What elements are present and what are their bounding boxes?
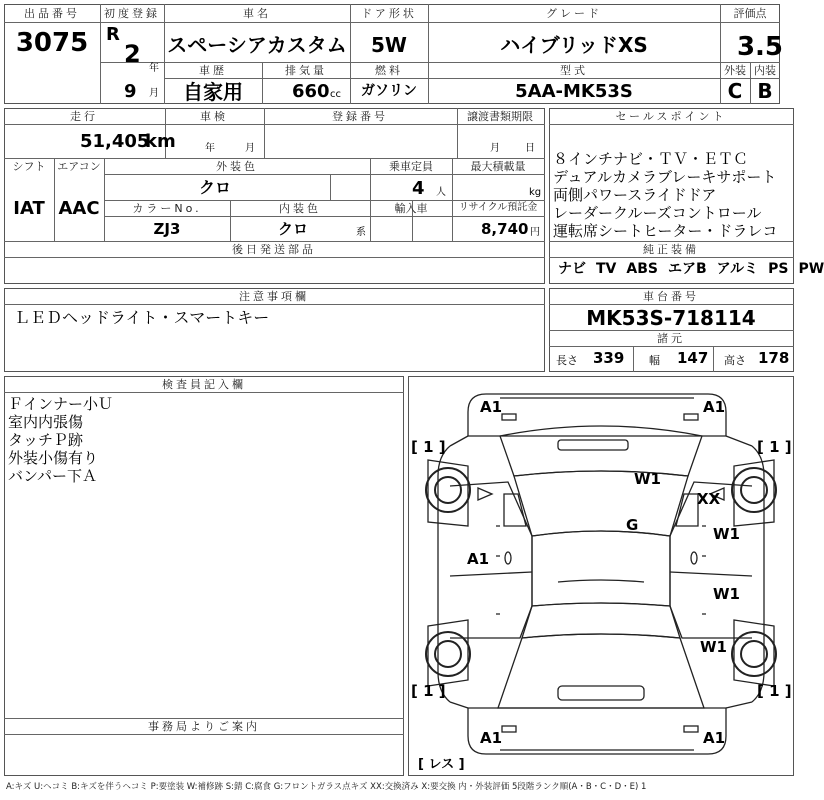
- width-label: 幅: [649, 354, 660, 367]
- mark-right-rear-door: W1: [713, 585, 740, 603]
- mark-front-right: A1: [703, 398, 726, 416]
- interior-grade-label: 内装: [754, 64, 776, 77]
- score: 3.5: [736, 32, 784, 62]
- length: 339: [593, 349, 625, 367]
- equipment-item: ナビ: [558, 261, 586, 277]
- reg-month: 9: [124, 81, 137, 102]
- inspector-note: Ｆインナー小Ｕ: [8, 395, 114, 413]
- ext-color: クロ: [198, 178, 232, 197]
- inspector-label: 検査員記入欄: [162, 378, 246, 391]
- inspection-month-unit: 月: [245, 143, 255, 154]
- chassis-no: MK53S-718114: [586, 306, 756, 330]
- height-label: 高さ: [724, 354, 746, 367]
- transfer-day-unit: 日: [525, 143, 535, 154]
- shift-label: シフト: [12, 160, 46, 173]
- recycle-unit: 円: [530, 227, 540, 238]
- displacement-unit: cc: [330, 89, 341, 100]
- color-no-label: カラーNo.: [132, 202, 202, 215]
- equipment-item: アルミ: [716, 261, 759, 277]
- inspection-year-unit: 年: [205, 143, 215, 154]
- max-load-label: 最大積載量: [470, 160, 526, 173]
- displacement-label: 排気量: [285, 64, 327, 77]
- specs-label: 諸元: [657, 332, 685, 345]
- mark-roof-edge: XX: [697, 490, 721, 508]
- recycle-label: リサイクル預託金: [458, 202, 538, 213]
- sales-point-item: 両側パワースライドドア: [553, 186, 717, 204]
- equipment-item: TV: [596, 261, 617, 277]
- reg-year: 2: [124, 40, 141, 68]
- fuel: ガソリン: [361, 83, 417, 99]
- later-parts-label: 後日発送部品: [232, 243, 316, 256]
- sales-point-item: レーダークルーズコントロール: [553, 204, 762, 222]
- legend: A:キズ U:ヘコミ B:キズを伴うヘコミ P:要塗装 W:補修跡 S:錆 C:腐食 G:フロントガラス点キズ XX:交換済み X:要交換 内・外装評価 5段階ランク順(A・B・C・D・E) 1: [6, 782, 647, 792]
- inspection-label: 車検: [200, 110, 228, 123]
- mark-roof: G: [626, 516, 639, 534]
- model: 5AA-MK53S: [515, 81, 633, 102]
- mileage: 51,405: [80, 131, 150, 152]
- car-name-label: 車名: [243, 7, 271, 20]
- sales-points-list: [553, 150, 777, 240]
- capacity: 4: [412, 178, 425, 199]
- stock-no: 3075: [15, 28, 89, 58]
- door-type: 5W: [371, 33, 407, 57]
- import-label: 輸入車: [394, 202, 428, 215]
- equipment-item: エアB: [667, 261, 707, 277]
- inspector-note: バンパー下Ａ: [8, 467, 97, 485]
- mark-tyre-rear-left: [ 1 ]: [411, 682, 446, 700]
- first-reg-label: 初度登録: [104, 7, 160, 20]
- grade-label: グレード: [546, 7, 602, 20]
- sales-point-item: 運転席シートヒーター・ドラレコ: [553, 222, 778, 240]
- equipment-item: PW: [798, 261, 824, 277]
- mark-front-left: A1: [480, 398, 503, 416]
- max-load-unit: kg: [529, 187, 542, 198]
- int-color-unit: 系: [356, 227, 366, 238]
- equipment-item: ABS: [626, 261, 658, 277]
- width: 147: [677, 349, 709, 367]
- inspector-note: 外装小傷有り: [8, 449, 99, 467]
- model-label: 型式: [560, 64, 588, 77]
- mileage-label: 走行: [70, 110, 98, 123]
- chassis-label: 車台番号: [643, 290, 699, 303]
- mark-spare: [ レス ]: [418, 757, 465, 772]
- notes-label: 注意事項欄: [239, 290, 309, 303]
- inspector-note: タッチＰ跡: [8, 431, 84, 449]
- equipment-label: 純正装備: [643, 243, 699, 256]
- inspector-notes: [8, 395, 113, 485]
- score-label: 評価点: [733, 7, 767, 20]
- mark-rear-right: A1: [703, 729, 726, 747]
- mark-tyre-front-right: [ 1 ]: [757, 438, 792, 456]
- grade: ハイブリッドXS: [500, 33, 648, 57]
- stock-no-label: 出品番号: [24, 7, 80, 20]
- mark-windshield: W1: [634, 470, 661, 488]
- capacity-unit: 人: [436, 187, 446, 198]
- door-label: ドア形状: [361, 7, 417, 20]
- equipment-list: [558, 262, 824, 276]
- length-label: 長さ: [556, 354, 578, 367]
- capacity-label: 乗車定員: [389, 160, 433, 173]
- mark-left-door: A1: [467, 550, 490, 568]
- mark-rear-left: A1: [480, 729, 503, 747]
- sales-point-item: デュアルカメラブレーキサポート: [553, 168, 777, 186]
- int-color-label: 内装色: [279, 202, 321, 215]
- notes-text: ＬＥＤヘッドライト・スマートキー: [14, 308, 270, 327]
- recycle: 8,740: [481, 220, 529, 238]
- exterior-grade-label: 外装: [724, 64, 746, 77]
- year-unit: 年: [149, 63, 159, 74]
- mileage-unit: km: [145, 131, 176, 152]
- ext-color-label: 外装色: [216, 160, 258, 173]
- mark-right-quarter: W1: [700, 638, 727, 656]
- office-label: 事務局よりご案内: [148, 720, 260, 733]
- mark-tyre-rear-right: [ 1 ]: [757, 682, 792, 700]
- history: 自家用: [183, 80, 243, 104]
- month-unit: 月: [149, 88, 159, 99]
- exterior-grade: C: [727, 79, 743, 103]
- displacement: 660: [292, 81, 330, 102]
- int-color: クロ: [277, 220, 309, 238]
- mark-tyre-front-left: [ 1 ]: [411, 438, 446, 456]
- inspector-note: 室内内張傷: [8, 413, 84, 431]
- interior-grade: B: [757, 79, 773, 103]
- mark-right-front-door: W1: [713, 525, 740, 543]
- transfer-label: 譲渡書類期限: [467, 110, 533, 123]
- car-diagram: [408, 376, 794, 776]
- aircon: AAC: [58, 198, 100, 219]
- color-no: ZJ3: [153, 220, 181, 238]
- transfer-month-unit: 月: [490, 143, 500, 154]
- height: 178: [758, 349, 790, 367]
- car-name: スペーシアカスタム: [167, 33, 347, 57]
- shift: IAT: [13, 198, 45, 219]
- aircon-label: エアコン: [57, 160, 101, 173]
- sales-points-label: セールスポイント: [615, 110, 727, 123]
- history-label: 車歴: [199, 64, 227, 77]
- era: R: [106, 24, 120, 45]
- reg-no-label: 登録番号: [332, 110, 388, 123]
- sales-point-item: ８インチナビ・ＴＶ・ＥＴＣ: [553, 150, 749, 168]
- equipment-item: PS: [768, 261, 789, 277]
- fuel-label: 燃料: [375, 64, 403, 77]
